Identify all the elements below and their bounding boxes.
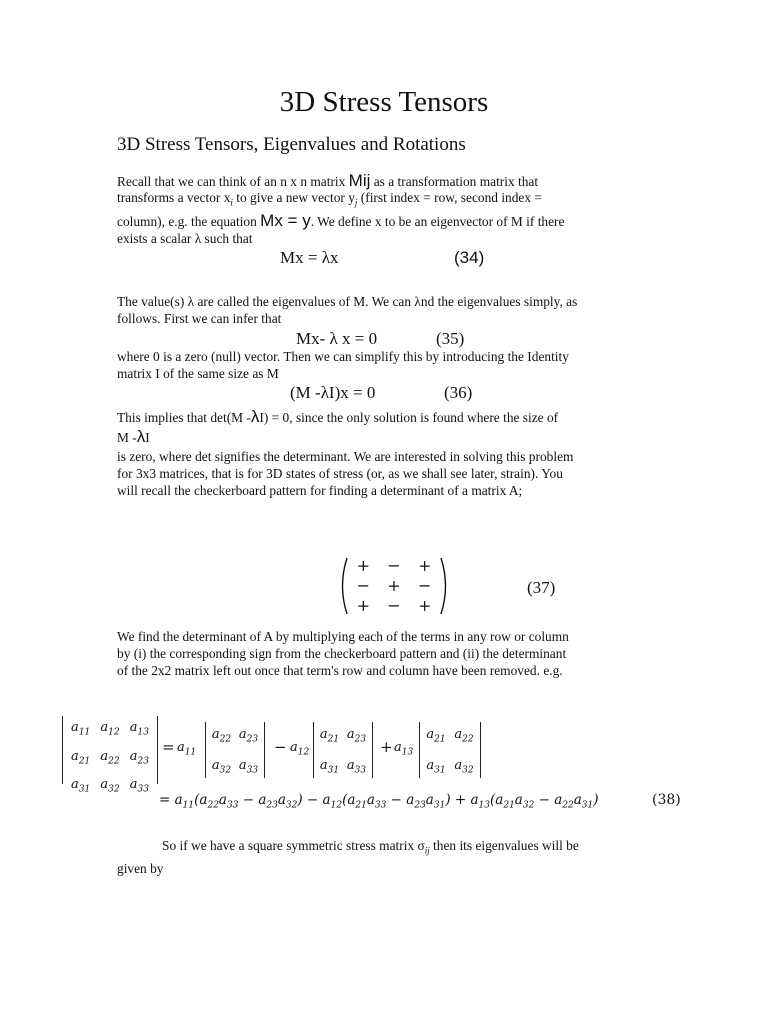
eq38-minus: − <box>274 738 287 756</box>
eq37-number: (37) <box>527 578 556 597</box>
p1-text-d: to give a new vector y <box>232 190 355 205</box>
eq36-number: (36) <box>444 383 473 402</box>
checkerboard-sign-1-2: − <box>387 556 401 575</box>
paragraph-eigenvalues <box>117 293 657 327</box>
paragraph-intro <box>117 172 657 247</box>
det-minor-1 <box>205 722 265 778</box>
p4-text-c: M - <box>117 430 137 445</box>
p5-line1: We find the determinant of A by multiplying each of the terms in any row or column <box>117 629 569 644</box>
eq34-expr: Mx = λx <box>280 248 339 267</box>
p1-text-h: exists a scalar λ such that <box>117 230 253 246</box>
p4-text-b: I) = 0, since the only solution is found where the size of <box>259 410 559 425</box>
term3-coefficient <box>394 740 413 758</box>
det-minor-2 <box>313 722 373 778</box>
coef-value-2: $a_{12}$ <box>290 740 310 758</box>
coef-value-1: $a_{11}$ <box>177 740 197 758</box>
p1-sub-i: i <box>230 197 233 208</box>
p4-text-d: I <box>145 430 150 445</box>
big-matrix-entry-3-2: $a_{32}$ <box>100 777 120 795</box>
det-minor-3 <box>419 722 481 778</box>
p4-line3: for 3x3 matrices, that is for 3D states of stress (or, as we shall see later, strain). You <box>117 466 563 481</box>
big-matrix-entry-2-1: $a_{21}$ <box>71 748 91 767</box>
p4-lambda-2: λ <box>136 427 146 446</box>
big-matrix-entry-3-3: $a_{33}$ <box>129 777 149 795</box>
p5-line3: of the 2x2 matrix left out once that term's row and column have been removed. e.g. <box>117 663 563 678</box>
p1-text-b: as a transformation matrix that <box>370 174 539 189</box>
minor1-entry-1-2: $a_{23}$ <box>238 727 259 745</box>
p1-mij: Mij <box>348 171 371 190</box>
minor2-entry-1-2: $a_{23}$ <box>346 727 367 745</box>
minor1-entry-2-1: $a_{32}$ <box>211 757 232 776</box>
minor3-entry-1-2: $a_{22}$ <box>454 727 474 745</box>
checkerboard-sign-2-1: − <box>356 576 371 595</box>
big-matrix-entry-1-3: $a_{13}$ <box>129 720 149 738</box>
checkerboard-sign-1-1: + <box>356 556 371 575</box>
p1-text-a: Recall that we can think of an n x n matrix <box>117 174 349 189</box>
equation-34 <box>280 248 338 268</box>
p1-text-e: (first index = row, second index = <box>357 190 542 205</box>
minor1-entry-2-2: $a_{33}$ <box>238 757 259 776</box>
checkerboard-matrix <box>338 556 450 616</box>
paragraph-method <box>117 628 657 679</box>
p6-line2: given by <box>117 860 164 876</box>
equation-38 <box>62 716 692 816</box>
p1-eq: Mx = y <box>260 210 311 230</box>
p3-line1: where 0 is a zero (null) vector. Then we can simplify this by introducing the Identity <box>117 349 569 364</box>
eq35-number: (35) <box>436 329 465 348</box>
term1-coefficient <box>177 740 196 758</box>
p6-line1: So if we have a square symmetric stress matrix σ <box>162 838 425 853</box>
minor2-entry-1-1: $a_{21}$ <box>319 727 340 745</box>
minor1-entry-1-1: $a_{22}$ <box>211 727 232 745</box>
p3-line2: matrix I of the same size as M <box>117 366 279 381</box>
big-matrix-entry-2-2: $a_{22}$ <box>100 748 120 767</box>
minor2-entry-2-2: $a_{33}$ <box>346 757 367 776</box>
minor2-entry-2-1: $a_{31}$ <box>319 757 340 776</box>
checkerboard-sign-2-2: + <box>387 576 401 595</box>
section-subtitle: 3D Stress Tensors, Eigenvalues and Rotations <box>117 134 466 155</box>
paragraph-determinant <box>117 408 657 499</box>
p1-text-c: transforms a vector x <box>117 190 231 205</box>
eq38-number: (38) <box>652 792 681 808</box>
eq38-expansion: = $a_{11}(a_{22}a_{33} - a_{23}a_{32}) - a_{12}(a_{21}a_{33} - a_{23}a_{31}) + a_{13}(a_{21}a_{32} - a_{22}a_{31})$ <box>159 792 599 811</box>
p1-sub-j: j <box>354 197 358 208</box>
p1-text-f: column), e.g. the equation <box>117 213 261 229</box>
checkerboard-grid <box>348 556 440 616</box>
big-matrix-entry-1-1: $a_{11}$ <box>71 720 91 738</box>
minor3-entry-1-1: $a_{21}$ <box>426 727 446 745</box>
equation-35: Mx- λ x = 0 <box>296 329 378 348</box>
checkerboard-sign-2-3: − <box>417 576 432 595</box>
equation-36: (M -λI)x = 0 <box>290 383 376 402</box>
checkerboard-sign-3-1: + <box>356 596 371 615</box>
p4-text-a: This implies that det(M - <box>117 410 251 425</box>
paragraph-identity <box>117 348 657 382</box>
checkerboard-sign-3-2: − <box>387 596 401 615</box>
p4-line4: will recall the checkerboard pattern for finding a determinant of a matrix A; <box>117 483 523 498</box>
minor3-entry-2-2: $a_{32}$ <box>454 757 474 776</box>
p2-line2: follows. First we can infer that <box>117 311 282 326</box>
det-big <box>62 716 158 795</box>
term2-coefficient <box>290 740 309 758</box>
eq34-number: (34) <box>454 248 485 267</box>
p1-text-g: . We define x to be an eigenvector of M if there <box>310 213 565 229</box>
big-matrix-entry-3-1: $a_{31}$ <box>71 777 91 795</box>
checkerboard-sign-1-3: + <box>417 556 432 575</box>
page-title: 3D Stress Tensors <box>279 86 489 118</box>
eq38-equals: = <box>162 738 175 756</box>
eq38-plus: + <box>380 738 393 756</box>
paragraph-stress-matrix <box>117 837 657 877</box>
p5-line2: by (i) the corresponding sign from the checkerboard pattern and (ii) the determinant <box>117 646 567 661</box>
p6-line1b: then its eigenvalues will be <box>429 838 579 853</box>
p2-line1: The value(s) λ are called the eigenvalues of M. We can λnd the eigenvalues simply, as <box>117 294 578 309</box>
p4-lambda: λ <box>250 407 260 426</box>
minor3-entry-2-1: $a_{31}$ <box>426 757 446 776</box>
p6-sub-ij: ij <box>424 845 430 856</box>
big-matrix-entry-1-2: $a_{12}$ <box>100 720 120 738</box>
checkerboard-sign-3-3: + <box>417 596 432 615</box>
big-matrix-entry-2-3: $a_{23}$ <box>129 748 149 767</box>
p4-line2: is zero, where det signifies the determinant. We are interested in solving this problem <box>117 449 574 464</box>
coef-value-3: $a_{13}$ <box>394 740 414 758</box>
